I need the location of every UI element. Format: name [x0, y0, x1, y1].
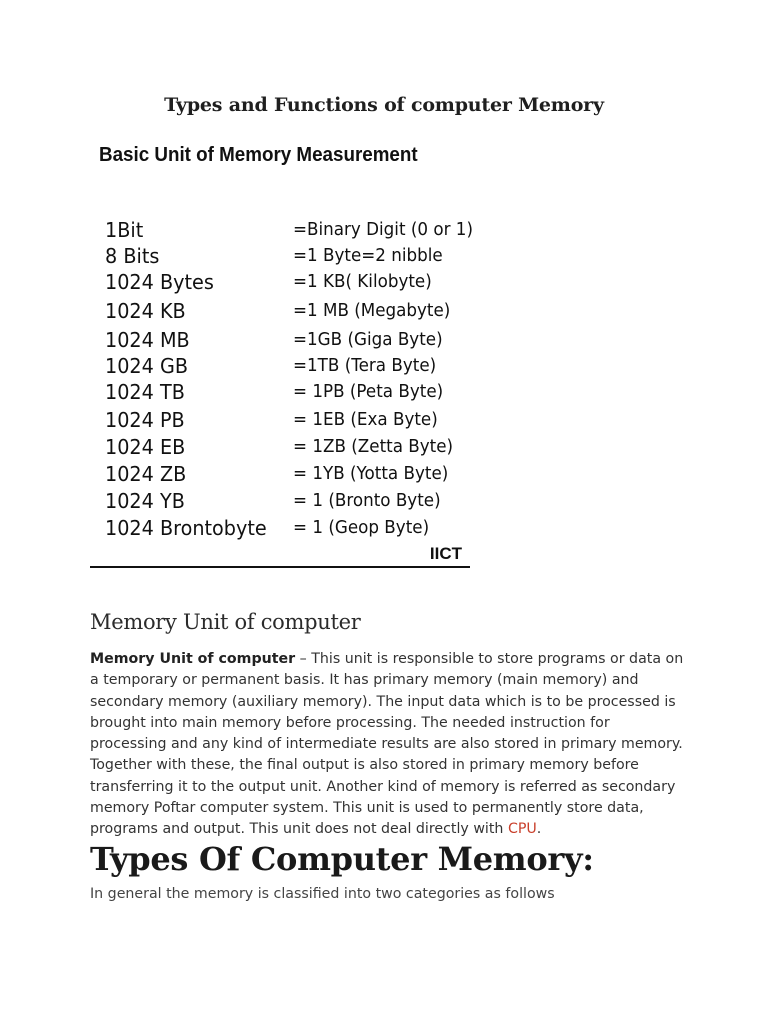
- figure-heading: Basic Unit of Memory Measurement: [99, 144, 418, 166]
- paragraph-end: .: [536, 821, 542, 838]
- unit-equivalent: = 1EB (Exa Byte): [293, 409, 438, 430]
- unit-quantity: 1024 KB: [105, 299, 186, 323]
- unit-equivalent: = 1ZB (Zetta Byte): [293, 436, 454, 457]
- paragraph-dash: –: [295, 651, 312, 667]
- unit-row: [90, 462, 472, 488]
- figure-credit: IICT: [429, 544, 462, 563]
- unit-quantity: 1024 EB: [105, 435, 186, 459]
- unit-equivalent: = 1YB (Yotta Byte): [293, 463, 449, 484]
- unit-quantity: 1024 MB: [105, 328, 190, 352]
- types-intro: In general the memory is classified into two categories as follows: [90, 886, 555, 902]
- unit-row: [90, 328, 472, 354]
- unit-row: [90, 516, 472, 542]
- figure-divider: [90, 566, 470, 568]
- section-heading: Memory Unit of computer: [90, 610, 361, 634]
- unit-row: [90, 270, 472, 296]
- types-heading: Types Of Computer Memory:: [90, 840, 594, 878]
- unit-equivalent: = 1 (Geop Byte): [293, 517, 430, 538]
- unit-quantity: 1024 YB: [105, 489, 185, 513]
- unit-equivalent: =1TB (Tera Byte): [293, 355, 437, 376]
- unit-row: [90, 354, 472, 380]
- paragraph-body: This unit is responsible to store programs or data on a temporary or permanent basis. It has primary memory (main memory) and secondary memory (auxiliary memory). The input data which is to be processed is brought into main memory before processing. The needed instruction for processing and any kind of intermediate results are also stored in primary memory. Together with these, the final output is also stored in primary memory before transferring it to the output unit. Another kind of memory is referred as secondary memory Poftar computer system. This unit is used to permanently store data, programs and output. This unit does not deal directly with: [90, 651, 684, 838]
- page-title: Types and Functions of computer Memory: [164, 94, 604, 116]
- unit-row: [90, 489, 472, 515]
- unit-quantity: 1Bit: [105, 218, 144, 242]
- unit-equivalent: =1GB (Giga Byte): [293, 329, 443, 350]
- unit-quantity: 1024 Bytes: [105, 270, 214, 294]
- unit-row: [90, 435, 472, 461]
- memory-unit-paragraph: [90, 649, 690, 841]
- unit-equivalent: = 1 (Bronto Byte): [293, 490, 441, 511]
- memory-units-figure: [90, 138, 472, 570]
- unit-equivalent: =Binary Digit (0 or 1): [293, 219, 473, 240]
- unit-equivalent: =1 KB( Kilobyte): [293, 271, 432, 292]
- unit-equivalent: = 1PB (Peta Byte): [293, 381, 444, 402]
- unit-quantity: 1024 Brontobyte: [105, 516, 267, 540]
- unit-row: [90, 299, 472, 325]
- unit-row: [90, 244, 472, 270]
- unit-quantity: 1024 GB: [105, 354, 189, 378]
- unit-quantity: 8 Bits: [105, 244, 160, 268]
- unit-row: [90, 218, 472, 244]
- unit-equivalent: =1 MB (Megabyte): [293, 300, 451, 321]
- unit-row: [90, 380, 472, 406]
- cpu-link[interactable]: CPU: [507, 821, 537, 838]
- unit-equivalent: =1 Byte=2 nibble: [293, 245, 443, 266]
- unit-row: [90, 408, 472, 434]
- unit-quantity: 1024 TB: [105, 380, 185, 404]
- unit-quantity: 1024 PB: [105, 408, 185, 432]
- paragraph-lead: Memory Unit of computer: [90, 651, 296, 667]
- unit-quantity: 1024 ZB: [105, 462, 187, 486]
